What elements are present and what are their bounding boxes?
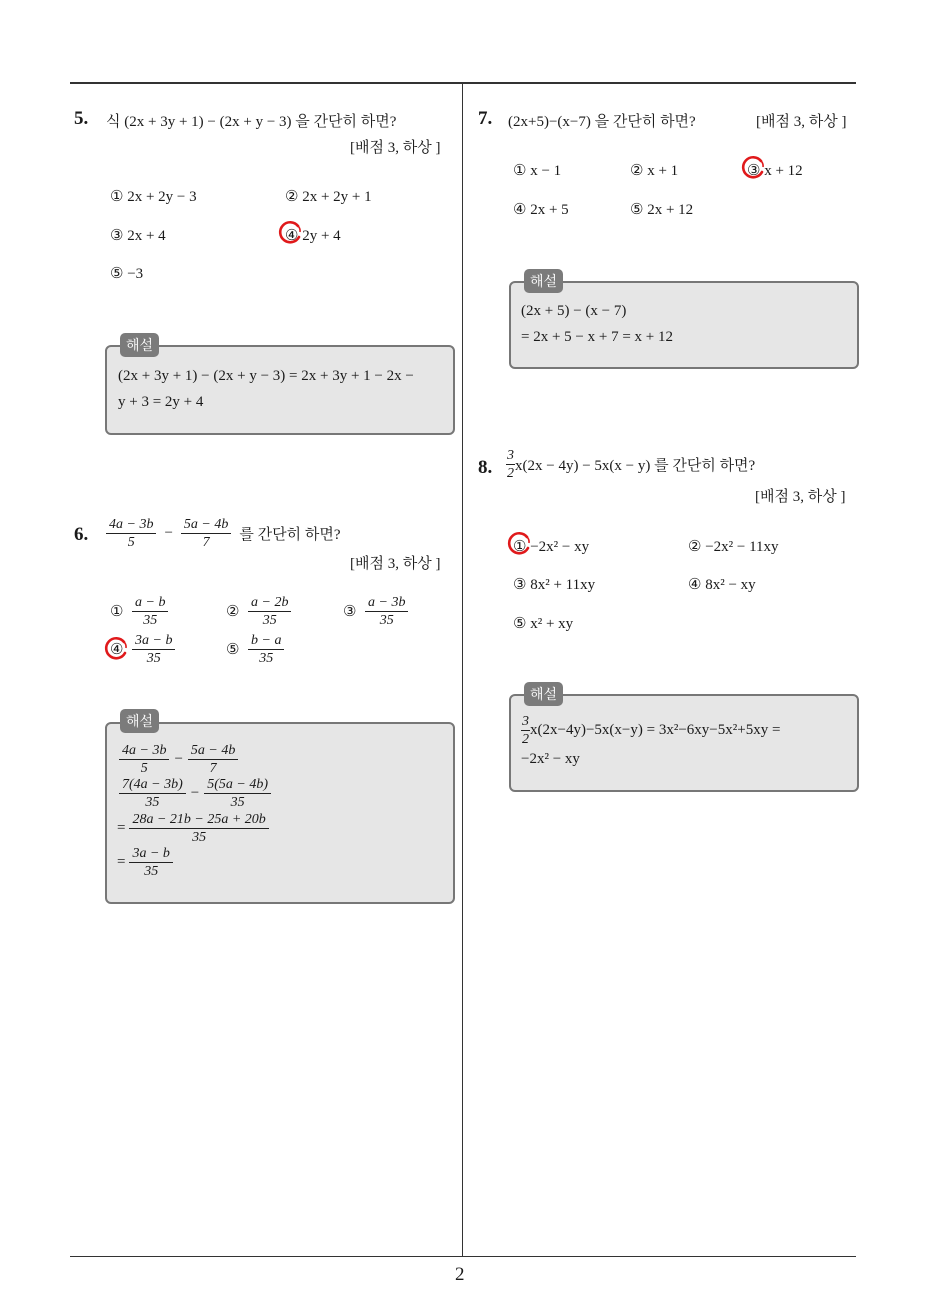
solution-line-4: = $\frac{3a - b}{35}$: [117, 845, 175, 880]
question-meta: [배점 3, 하상 ]: [756, 114, 847, 130]
question-meta: [배점 3, 하상 ]: [350, 556, 441, 572]
question-meta: [배점 3, 하상 ]: [755, 489, 846, 505]
choice-4[interactable]: ④ $\frac{3a - b}{35}$: [110, 632, 177, 667]
solution-label: 해설: [524, 682, 563, 706]
answer-circle-mark: [103, 636, 129, 662]
choice-4[interactable]: ④ 8x² − xy: [688, 577, 756, 593]
choice-2[interactable]: ② x + 1: [630, 163, 679, 179]
solution-line-1: (2x + 5) − (x − 7): [521, 303, 627, 319]
choice-3[interactable]: ③ x + 12: [747, 163, 803, 179]
choice-5[interactable]: ⑤ 2x + 12: [630, 202, 694, 218]
question-number: 7.: [478, 108, 493, 129]
choice-5[interactable]: ⑤ x² + xy: [513, 616, 574, 632]
solution-line-2: $\frac{7(4a - 3b)}{35}$ − $\frac{5(5a - 4b)}{35}$: [117, 776, 273, 811]
choice-3[interactable]: ③ $\frac{a - 3b}{35}$: [343, 594, 410, 629]
answer-circle-mark: [506, 531, 532, 557]
bottom-rule: [70, 1256, 856, 1257]
choice-2[interactable]: ② $\frac{a - 2b}{35}$: [226, 594, 293, 629]
page-number: 2: [455, 1264, 465, 1285]
solution-line-1: $\frac{3}{2}$ x(2x−4y)−5x(x−y) = 3x²−6xy−5x²+5xy =: [522, 714, 781, 747]
answer-circle-mark: [740, 155, 766, 181]
solution-label: 해설: [120, 709, 159, 733]
stem-fraction-1: $\frac{4a - 3b}{5}$: [106, 516, 156, 551]
solution-line-2: −2x² − xy: [521, 751, 580, 767]
choice-1[interactable]: ① $\frac{a - b}{35}$: [110, 594, 170, 629]
choice-3[interactable]: ③ 8x² + 11xy: [513, 577, 596, 593]
solution-line-1: (2x + 3y + 1) − (2x + y − 3) = 2x + 3y + 1 − 2x −: [118, 368, 414, 384]
choice-1[interactable]: ① x − 1: [513, 163, 562, 179]
question-number: 8.: [478, 457, 493, 478]
choice-1[interactable]: ① 2x + 2y − 3: [110, 189, 197, 205]
choice-2[interactable]: ② 2x + 2y + 1: [285, 189, 372, 205]
solution-line-1: $\frac{4a - 3b}{5}$ − $\frac{5a - 4b}{7}$: [117, 742, 240, 777]
question-stem: 식 (2x + 3y + 1) − (2x + y − 3) 을 간단히 하면?: [106, 114, 397, 130]
choice-1[interactable]: ① −2x² − xy: [513, 539, 590, 555]
choice-4[interactable]: ④ 2x + 5: [513, 202, 569, 218]
question-number: 6.: [74, 524, 89, 545]
question-meta: [배점 3, 하상 ]: [350, 140, 441, 156]
choice-5[interactable]: ⑤ −3: [110, 266, 144, 282]
solution-line-2: y + 3 = 2y + 4: [118, 394, 204, 410]
choice-2[interactable]: ② −2x² − 11xy: [688, 539, 779, 555]
answer-circle-mark: [277, 220, 303, 246]
question-number: 5.: [74, 108, 89, 129]
choice-5[interactable]: ⑤ $\frac{b - a}{35}$: [226, 632, 286, 667]
solution-line-2: = 2x + 5 − x + 7 = x + 12: [521, 329, 674, 345]
choice-4[interactable]: ④ 2y + 4: [285, 228, 341, 244]
question-stem: $\frac{3}{2}$ x(2x − 4y) − 5x(x − y) 를 간단히 하면?: [507, 448, 756, 481]
solution-label: 해설: [120, 333, 159, 357]
solution-label: 해설: [524, 269, 563, 293]
solution-line-3: = $\frac{28a - 21b - 25a + 20b}{35}$: [117, 811, 271, 846]
top-rule: [70, 82, 856, 84]
stem-fraction-2: $\frac{5a - 4b}{7}$: [181, 516, 231, 551]
question-stem: (2x+5)−(x−7) 을 간단히 하면?: [508, 114, 696, 130]
column-divider: [462, 84, 463, 1256]
choice-3[interactable]: ③ 2x + 4: [110, 228, 166, 244]
question-stem: $\frac{4a - 3b}{5}$ − $\frac{5a - 4b}{7}$ 를 간단히 하면?: [104, 516, 340, 551]
